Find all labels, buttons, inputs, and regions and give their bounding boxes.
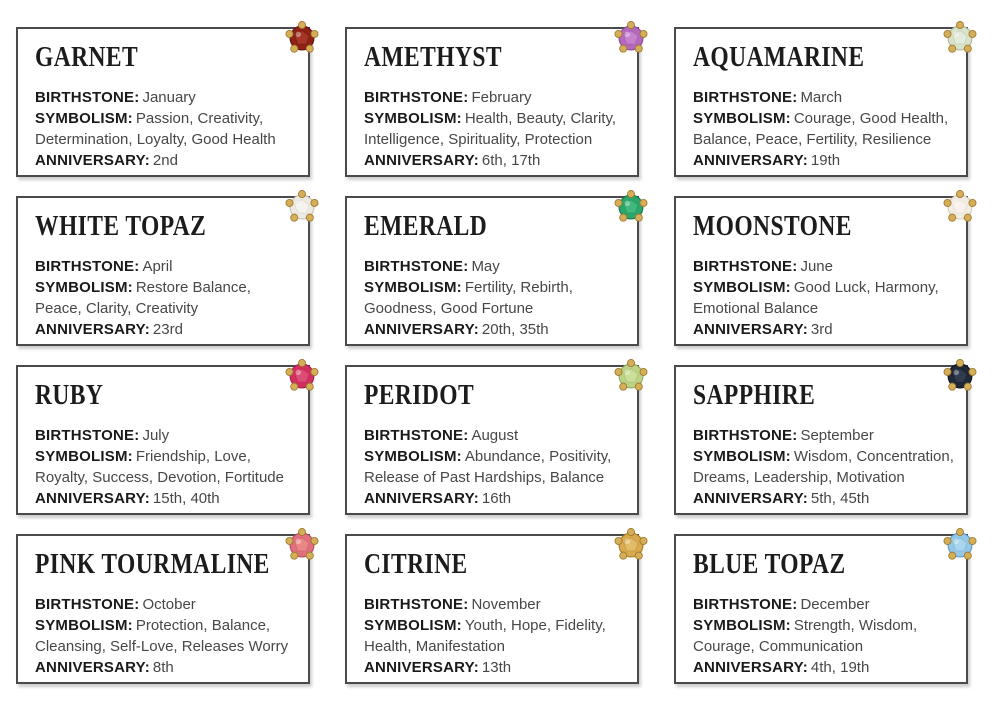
symbolism-label: SYMBOLISM: xyxy=(693,448,791,466)
anniversary-label: ANNIVERSARY: xyxy=(364,659,479,677)
anniversary-label: ANNIVERSARY: xyxy=(35,321,150,339)
anniversary-label: ANNIVERSARY: xyxy=(35,659,150,677)
anniversary-line xyxy=(364,657,625,678)
gem-title: EMERALD xyxy=(364,211,488,242)
birthstone-line xyxy=(35,256,296,277)
amethyst-card xyxy=(345,27,639,177)
birthstone-label: BIRTHSTONE: xyxy=(364,427,469,445)
gem-details xyxy=(35,425,296,509)
anniversary-value: 16th xyxy=(481,490,512,508)
gem-details xyxy=(693,256,954,340)
gem-title: AMETHYST xyxy=(364,42,502,73)
anniversary-label: ANNIVERSARY: xyxy=(35,152,150,170)
birthstone-line xyxy=(364,594,625,615)
anniversary-label: ANNIVERSARY: xyxy=(693,152,808,170)
sapphire-gem-icon xyxy=(939,354,981,396)
birthstone-line xyxy=(693,594,954,615)
anniversary-value: 2nd xyxy=(152,152,178,170)
birthstone-label: BIRTHSTONE: xyxy=(364,596,469,614)
gem-title: PINK TOURMALINE xyxy=(35,549,270,580)
peridot-card xyxy=(345,365,639,515)
anniversary-line xyxy=(364,150,625,171)
gem-title: CITRINE xyxy=(364,549,468,580)
citrine-gem-icon xyxy=(610,523,652,565)
anniversary-line xyxy=(693,319,954,340)
symbolism-line xyxy=(364,446,625,488)
white-topaz-card xyxy=(16,196,310,346)
birthstone-label: BIRTHSTONE: xyxy=(364,258,469,276)
garnet-card xyxy=(16,27,310,177)
symbolism-line xyxy=(364,277,625,319)
symbolism-label: SYMBOLISM: xyxy=(35,617,133,635)
symbolism-line xyxy=(693,277,954,319)
ruby-gem-icon xyxy=(281,354,323,396)
birthstone-line xyxy=(693,256,954,277)
anniversary-label: ANNIVERSARY: xyxy=(35,490,150,508)
gem-title: AQUAMARINE xyxy=(693,42,865,73)
symbolism-label: SYMBOLISM: xyxy=(364,279,462,297)
birthstone-line xyxy=(364,87,625,108)
symbolism-line xyxy=(35,108,296,150)
gem-title: MOONSTONE xyxy=(693,211,852,242)
gem-title: BLUE TOPAZ xyxy=(693,549,846,580)
blue-topaz-card xyxy=(674,534,968,684)
symbolism-line xyxy=(35,446,296,488)
symbolism-value: Youth, Hope, Fidelity, Health, Manifestation xyxy=(364,617,606,656)
symbolism-line xyxy=(364,615,625,657)
blue-topaz-gem-icon xyxy=(939,523,981,565)
symbolism-label: SYMBOLISM: xyxy=(35,448,133,466)
birthstone-value: April xyxy=(142,258,173,276)
symbolism-line xyxy=(693,446,954,488)
symbolism-label: SYMBOLISM: xyxy=(693,110,791,128)
gem-details xyxy=(364,256,625,340)
gem-title: GARNET xyxy=(35,42,139,73)
birthstone-label: BIRTHSTONE: xyxy=(693,427,798,445)
anniversary-line xyxy=(364,488,625,509)
symbolism-label: SYMBOLISM: xyxy=(364,110,462,128)
emerald-card xyxy=(345,196,639,346)
moonstone-card xyxy=(674,196,968,346)
birthstone-line xyxy=(693,87,954,108)
birthstone-label: BIRTHSTONE: xyxy=(364,89,469,107)
symbolism-value: Courage, Good Health, Balance, Peace, Fertility, Resilience xyxy=(693,110,949,149)
gem-details xyxy=(364,87,625,171)
birthstone-line xyxy=(364,256,625,277)
birthstone-value: February xyxy=(471,89,532,107)
anniversary-label: ANNIVERSARY: xyxy=(693,490,808,508)
birthstone-value: May xyxy=(471,258,500,276)
birthstone-value: September xyxy=(800,427,874,445)
garnet-gem-icon xyxy=(281,16,323,58)
anniversary-line xyxy=(35,488,296,509)
anniversary-line xyxy=(35,319,296,340)
birthstone-label: BIRTHSTONE: xyxy=(35,89,140,107)
emerald-gem-icon xyxy=(610,185,652,227)
anniversary-line xyxy=(35,657,296,678)
symbolism-label: SYMBOLISM: xyxy=(35,110,133,128)
anniversary-value: 13th xyxy=(481,659,512,677)
anniversary-line xyxy=(693,657,954,678)
anniversary-label: ANNIVERSARY: xyxy=(693,321,808,339)
aquamarine-card xyxy=(674,27,968,177)
gem-details xyxy=(35,87,296,171)
anniversary-label: ANNIVERSARY: xyxy=(693,659,808,677)
anniversary-value: 3rd xyxy=(810,321,833,339)
birthstone-value: October xyxy=(142,596,196,614)
amethyst-gem-icon xyxy=(610,16,652,58)
symbolism-value: Protection, Balance, Cleansing, Self-Love, Releases Worry xyxy=(35,617,289,656)
symbolism-line xyxy=(35,615,296,657)
anniversary-value: 4th, 19th xyxy=(810,659,870,677)
gem-title: RUBY xyxy=(35,380,104,411)
symbolism-label: SYMBOLISM: xyxy=(364,617,462,635)
birthstone-line xyxy=(35,594,296,615)
symbolism-value: Abundance, Positivity, Release of Past Hardships, Balance xyxy=(364,448,612,487)
gem-details xyxy=(35,256,296,340)
birthstone-value: November xyxy=(471,596,541,614)
anniversary-line xyxy=(693,150,954,171)
birthstone-value: December xyxy=(800,596,870,614)
pink-tourmaline-card xyxy=(16,534,310,684)
anniversary-value: 23rd xyxy=(152,321,183,339)
gem-details xyxy=(35,594,296,678)
birthstone-line xyxy=(364,425,625,446)
symbolism-label: SYMBOLISM: xyxy=(693,279,791,297)
symbolism-value: Health, Beauty, Clarity, Intelligence, Spirituality, Protection xyxy=(364,110,617,149)
peridot-gem-icon xyxy=(610,354,652,396)
symbolism-value: Friendship, Love, Royalty, Success, Devotion, Fortitude xyxy=(35,448,284,487)
gem-title: SAPPHIRE xyxy=(693,380,816,411)
birthstone-line xyxy=(35,425,296,446)
anniversary-value: 19th xyxy=(810,152,841,170)
birthstone-value: August xyxy=(471,427,519,445)
gem-details xyxy=(693,594,954,678)
anniversary-line xyxy=(693,488,954,509)
birthstone-label: BIRTHSTONE: xyxy=(35,596,140,614)
symbolism-value: Passion, Creativity, Determination, Loyalty, Good Health xyxy=(35,110,276,149)
anniversary-value: 15th, 40th xyxy=(152,490,220,508)
birthstone-value: July xyxy=(142,427,170,445)
gem-details xyxy=(693,87,954,171)
symbolism-value: Restore Balance, Peace, Clarity, Creativity xyxy=(35,279,251,318)
gem-details xyxy=(364,594,625,678)
gem-title: WHITE TOPAZ xyxy=(35,211,207,242)
moonstone-gem-icon xyxy=(939,185,981,227)
birthstone-value: June xyxy=(800,258,833,276)
anniversary-value: 5th, 45th xyxy=(810,490,870,508)
anniversary-value: 6th, 17th xyxy=(481,152,541,170)
citrine-card xyxy=(345,534,639,684)
sapphire-card xyxy=(674,365,968,515)
symbolism-value: Strength, Wisdom, Courage, Communication xyxy=(693,617,918,656)
anniversary-label: ANNIVERSARY: xyxy=(364,490,479,508)
symbolism-label: SYMBOLISM: xyxy=(35,279,133,297)
symbolism-line xyxy=(364,108,625,150)
pink-tourmaline-gem-icon xyxy=(281,523,323,565)
anniversary-line xyxy=(35,150,296,171)
gem-details xyxy=(693,425,954,509)
birthstone-value: January xyxy=(142,89,196,107)
gem-details xyxy=(364,425,625,509)
birthstone-line xyxy=(35,87,296,108)
birthstone-label: BIRTHSTONE: xyxy=(35,427,140,445)
symbolism-label: SYMBOLISM: xyxy=(364,448,462,466)
symbolism-line xyxy=(693,108,954,150)
anniversary-line xyxy=(364,319,625,340)
birthstone-label: BIRTHSTONE: xyxy=(35,258,140,276)
symbolism-line xyxy=(35,277,296,319)
white-topaz-gem-icon xyxy=(281,185,323,227)
birthstone-label: BIRTHSTONE: xyxy=(693,258,798,276)
aquamarine-gem-icon xyxy=(939,16,981,58)
birthstone-label: BIRTHSTONE: xyxy=(693,596,798,614)
symbolism-value: Fertility, Rebirth, Goodness, Good Fortune xyxy=(364,279,573,318)
anniversary-value: 8th xyxy=(152,659,174,677)
anniversary-label: ANNIVERSARY: xyxy=(364,152,479,170)
symbolism-label: SYMBOLISM: xyxy=(693,617,791,635)
symbolism-value: Good Luck, Harmony, Emotional Balance xyxy=(693,279,939,318)
symbolism-line xyxy=(693,615,954,657)
birthstone-label: BIRTHSTONE: xyxy=(693,89,798,107)
anniversary-label: ANNIVERSARY: xyxy=(364,321,479,339)
symbolism-value: Wisdom, Concentration, Dreams, Leadership, Motivation xyxy=(693,448,954,487)
birthstone-value: March xyxy=(800,89,843,107)
gem-title: PERIDOT xyxy=(364,380,475,411)
ruby-card xyxy=(16,365,310,515)
anniversary-value: 20th, 35th xyxy=(481,321,549,339)
birthstone-line xyxy=(693,425,954,446)
